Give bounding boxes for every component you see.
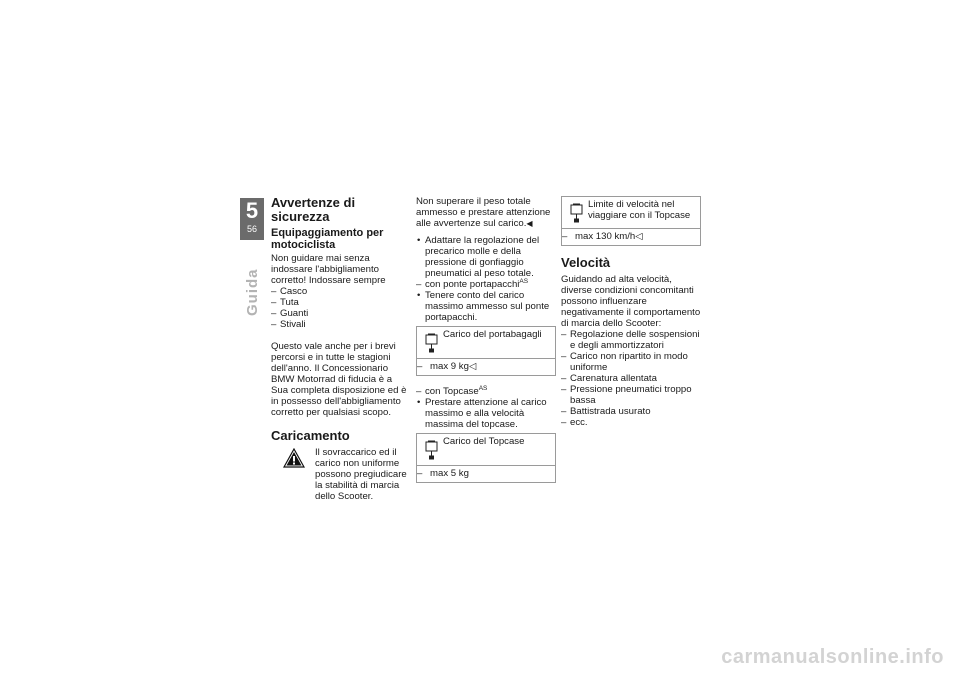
- equipment-heading: Equipaggiamento per motociclista: [271, 227, 384, 251]
- box-header: [417, 434, 555, 466]
- equipment-list: [271, 286, 411, 330]
- list-item: – Regolazione delle sospensioni e degli ammortizzatori: [561, 329, 701, 351]
- list-item: – Battistrada usurato: [561, 406, 701, 417]
- chapter-number: 5: [245, 198, 259, 223]
- list-item: – Guanti: [271, 308, 411, 319]
- column-2: [416, 196, 556, 487]
- list-item: – Tuta: [271, 297, 411, 308]
- load-bullets-3: [416, 397, 556, 430]
- list-item: – Carenatura allentata: [561, 373, 701, 384]
- speed-heading: Velocità: [561, 255, 611, 270]
- box-header: [562, 197, 700, 229]
- column-1: [271, 196, 411, 502]
- speed-limit-box: [561, 196, 701, 246]
- list-item: • Tenere conto del carico massimo ammesso sul ponte portapacchi.: [416, 290, 556, 323]
- equipment-paragraph: Questo vale anche per i brevi percorsi e in tutte le stagioni dell'anno. Il Concessionario BMW Motorrad di fiducia è a Sua completa disposizione ed è in possesso dell'abbigliamento corretto per qualsiasi scopo.: [271, 341, 407, 418]
- column-3: [561, 196, 701, 428]
- page-number: 56: [246, 224, 257, 234]
- speed-factors-list: [561, 329, 701, 428]
- list-item: – Stivali: [271, 319, 411, 330]
- list-item: – Pressione pneumatici troppo bassa: [561, 384, 701, 406]
- chapter-tab: [240, 198, 264, 240]
- box-title: Limite di velocità nel viaggiare con il Topcase: [588, 199, 691, 221]
- rack-load-box: [416, 326, 556, 376]
- speed-intro: Guidando ad alta velocità, diverse condizioni concomitanti possono influenzare negativamente il comportamento di marcia dello Scooter:: [561, 273, 701, 329]
- box-header: [417, 327, 555, 359]
- warning-text: Il sovraccarico ed il carico non uniforme possono pregiudicare la stabilità di marcia dello Scooter.: [315, 446, 407, 502]
- loading-heading: Caricamento: [271, 428, 350, 443]
- box-value: – max 5 kg: [417, 466, 555, 482]
- list-item: • Prestare attenzione al carico massimo e alla velocità massima del topcase.: [416, 397, 556, 430]
- list-item: • Adattare la regolazione del precarico molle e della pressione di gonfiaggio pneumatici al peso totale.: [416, 235, 556, 279]
- warning-triangle-icon: [283, 448, 305, 468]
- rack-condition: – con ponte portapacchi$^{AS}$: [416, 279, 556, 290]
- topcase-condition: – con Topcase$^{AS}$: [416, 386, 556, 397]
- luggage-weight-icon: [425, 333, 439, 353]
- list-item: – Carico non ripartito in modo uniforme: [561, 351, 701, 373]
- speed-limit-icon: [570, 203, 584, 223]
- box-title: Carico del Topcase: [443, 436, 525, 447]
- topcase-load-box: [416, 433, 556, 483]
- watermark: carmanualsonline.info: [721, 646, 944, 668]
- section-title: Avvertenze di sicurezza: [271, 195, 356, 224]
- box-value: – max 9 kg◁: [417, 359, 555, 375]
- list-item: – Casco: [271, 286, 411, 297]
- load-bullets-2: [416, 290, 556, 323]
- section-side-label: Guida: [244, 268, 261, 316]
- luggage-weight-icon: [425, 440, 439, 460]
- equipment-intro: Non guidare mai senza indossare l'abbigliamento corretto! Indossare sempre: [271, 253, 386, 286]
- load-intro: Non superare il peso totale ammesso e prestare attenzione alle avvertenze sul carico.◀: [416, 196, 551, 229]
- warning-block: [271, 447, 411, 502]
- end-mark-icon: ◀: [526, 219, 533, 228]
- load-bullets-1: [416, 235, 556, 279]
- box-value: – max 130 km/h◁: [562, 229, 700, 245]
- list-item: – ecc.: [561, 417, 701, 428]
- box-title: Carico del portabagagli: [443, 329, 542, 340]
